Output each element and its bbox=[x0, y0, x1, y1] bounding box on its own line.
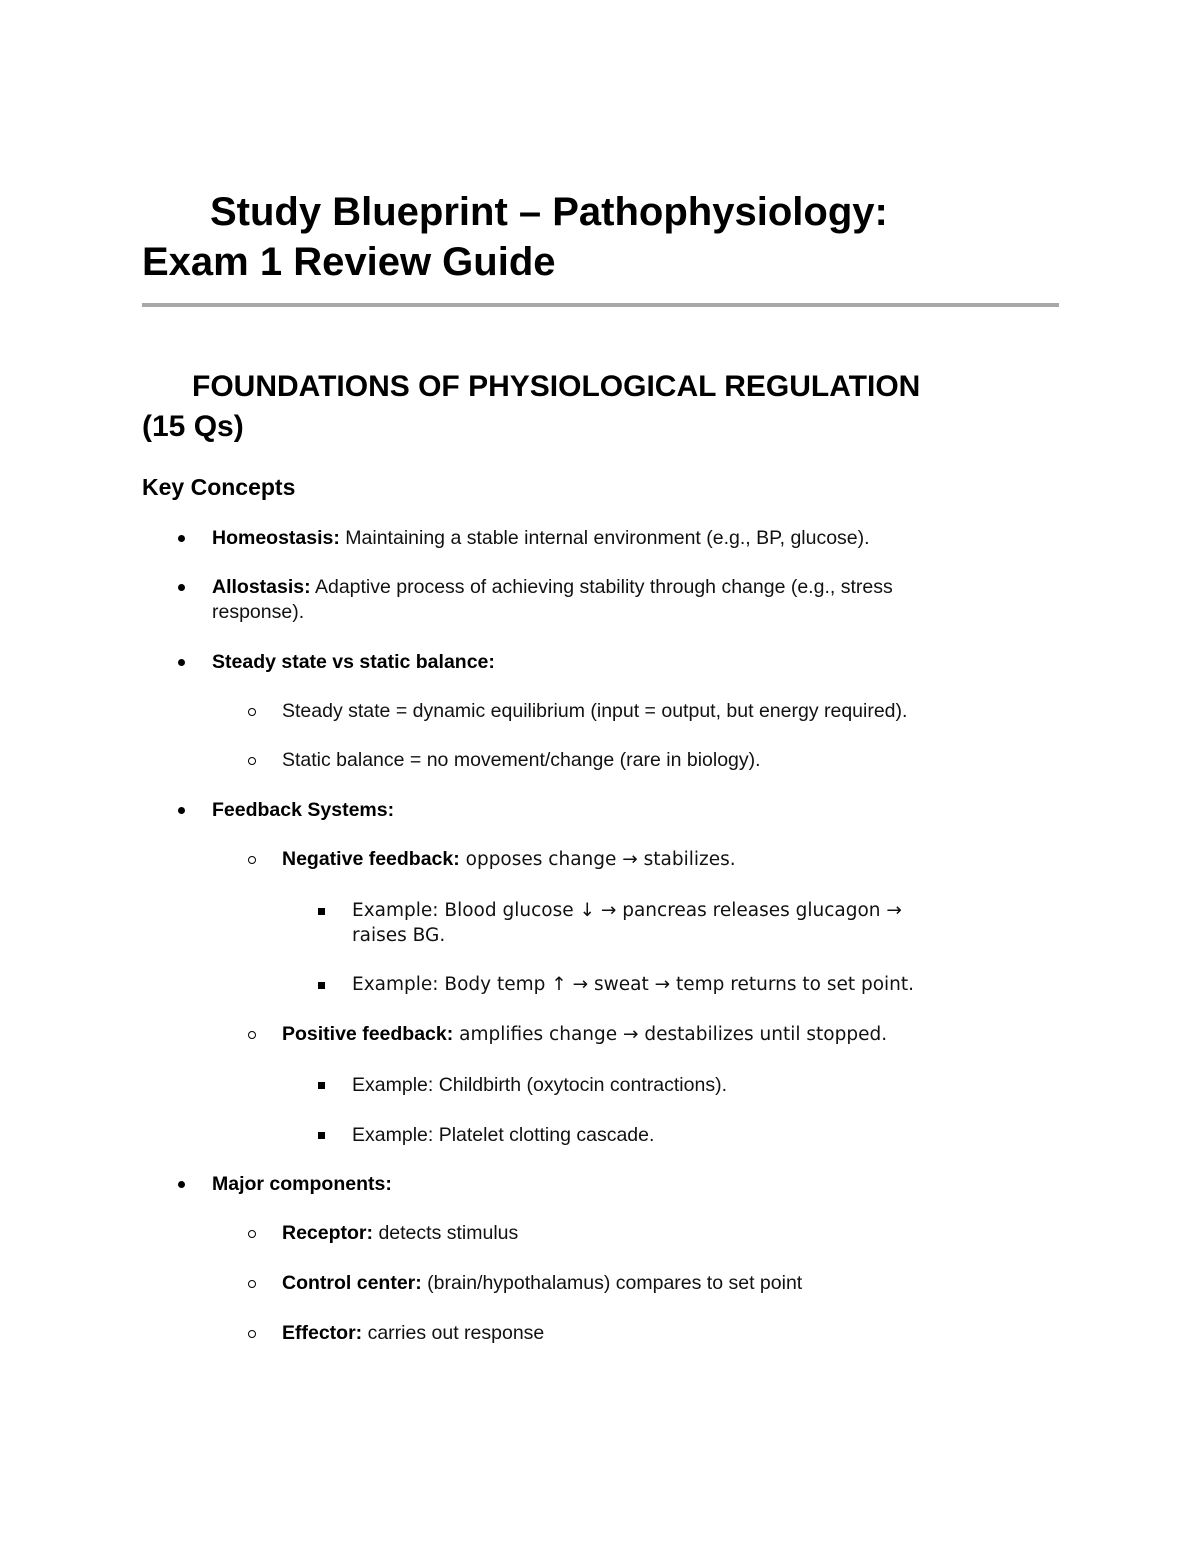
list-subitem-static-balance: Static balance = no movement/change (rare in biology). bbox=[282, 749, 761, 771]
list-subitem-negative-feedback: Negative feedback: opposes change → stabilizes. bbox=[282, 848, 736, 870]
list-item-major-components: Major components: bbox=[212, 1173, 392, 1195]
document-title: Study Blueprint – Pathophysiology: Exam 1 Review Guide bbox=[142, 190, 888, 284]
example-platelet-clotting: Example: Platelet clotting cascade. bbox=[352, 1124, 655, 1146]
list-subitem-positive-feedback: Positive feedback: amplifies change → destabilizes until stopped. bbox=[282, 1023, 888, 1045]
bullet-dot bbox=[178, 535, 185, 542]
list-subitem-receptor: Receptor: detects stimulus bbox=[282, 1222, 519, 1244]
list-subitem-control-center: Control center: (brain/hypothalamus) compares to set point bbox=[282, 1272, 803, 1294]
bullet-dot bbox=[178, 807, 185, 814]
bullet-square bbox=[318, 1082, 325, 1089]
bullet-dot bbox=[178, 1181, 185, 1188]
title-divider bbox=[142, 303, 1059, 307]
bullet-circle bbox=[248, 1031, 256, 1039]
list-item-homeostasis: Homeostasis: Maintaining a stable internal environment (e.g., BP, glucose). bbox=[212, 527, 870, 549]
list-item-feedback-systems: Feedback Systems: bbox=[212, 799, 395, 821]
list-item-steady-state: Steady state vs static balance: bbox=[212, 651, 495, 673]
bullet-circle bbox=[248, 1280, 256, 1288]
list-item-allostasis: Allostasis: Adaptive process of achieving stability through change (e.g., stress response). bbox=[212, 576, 893, 623]
bullet-square bbox=[318, 908, 325, 915]
list-subitem-steady-state: Steady state = dynamic equilibrium (input = output, but energy required). bbox=[282, 700, 908, 722]
bullet-circle bbox=[248, 856, 256, 864]
example-body-temp: Example: Body temp ↑ → sweat → temp returns to set point. bbox=[352, 974, 915, 995]
bullet-dot bbox=[178, 659, 185, 666]
bullet-circle bbox=[248, 708, 256, 716]
example-childbirth: Example: Childbirth (oxytocin contractions). bbox=[352, 1074, 727, 1096]
bullet-dot bbox=[178, 584, 185, 591]
bullet-square bbox=[318, 982, 325, 989]
example-blood-glucose: Example: Blood glucose ↓ → pancreas releases glucagon → raises BG. bbox=[352, 900, 902, 946]
section-heading: FOUNDATIONS OF PHYSIOLOGICAL REGULATION (15 Qs) bbox=[142, 370, 921, 443]
list-subitem-effector: Effector: carries out response bbox=[282, 1322, 545, 1344]
bullet-circle bbox=[248, 757, 256, 765]
key-concepts-heading: Key Concepts bbox=[142, 474, 296, 500]
bullet-circle bbox=[248, 1330, 256, 1338]
bullet-circle bbox=[248, 1230, 256, 1238]
bullet-square bbox=[318, 1132, 325, 1139]
